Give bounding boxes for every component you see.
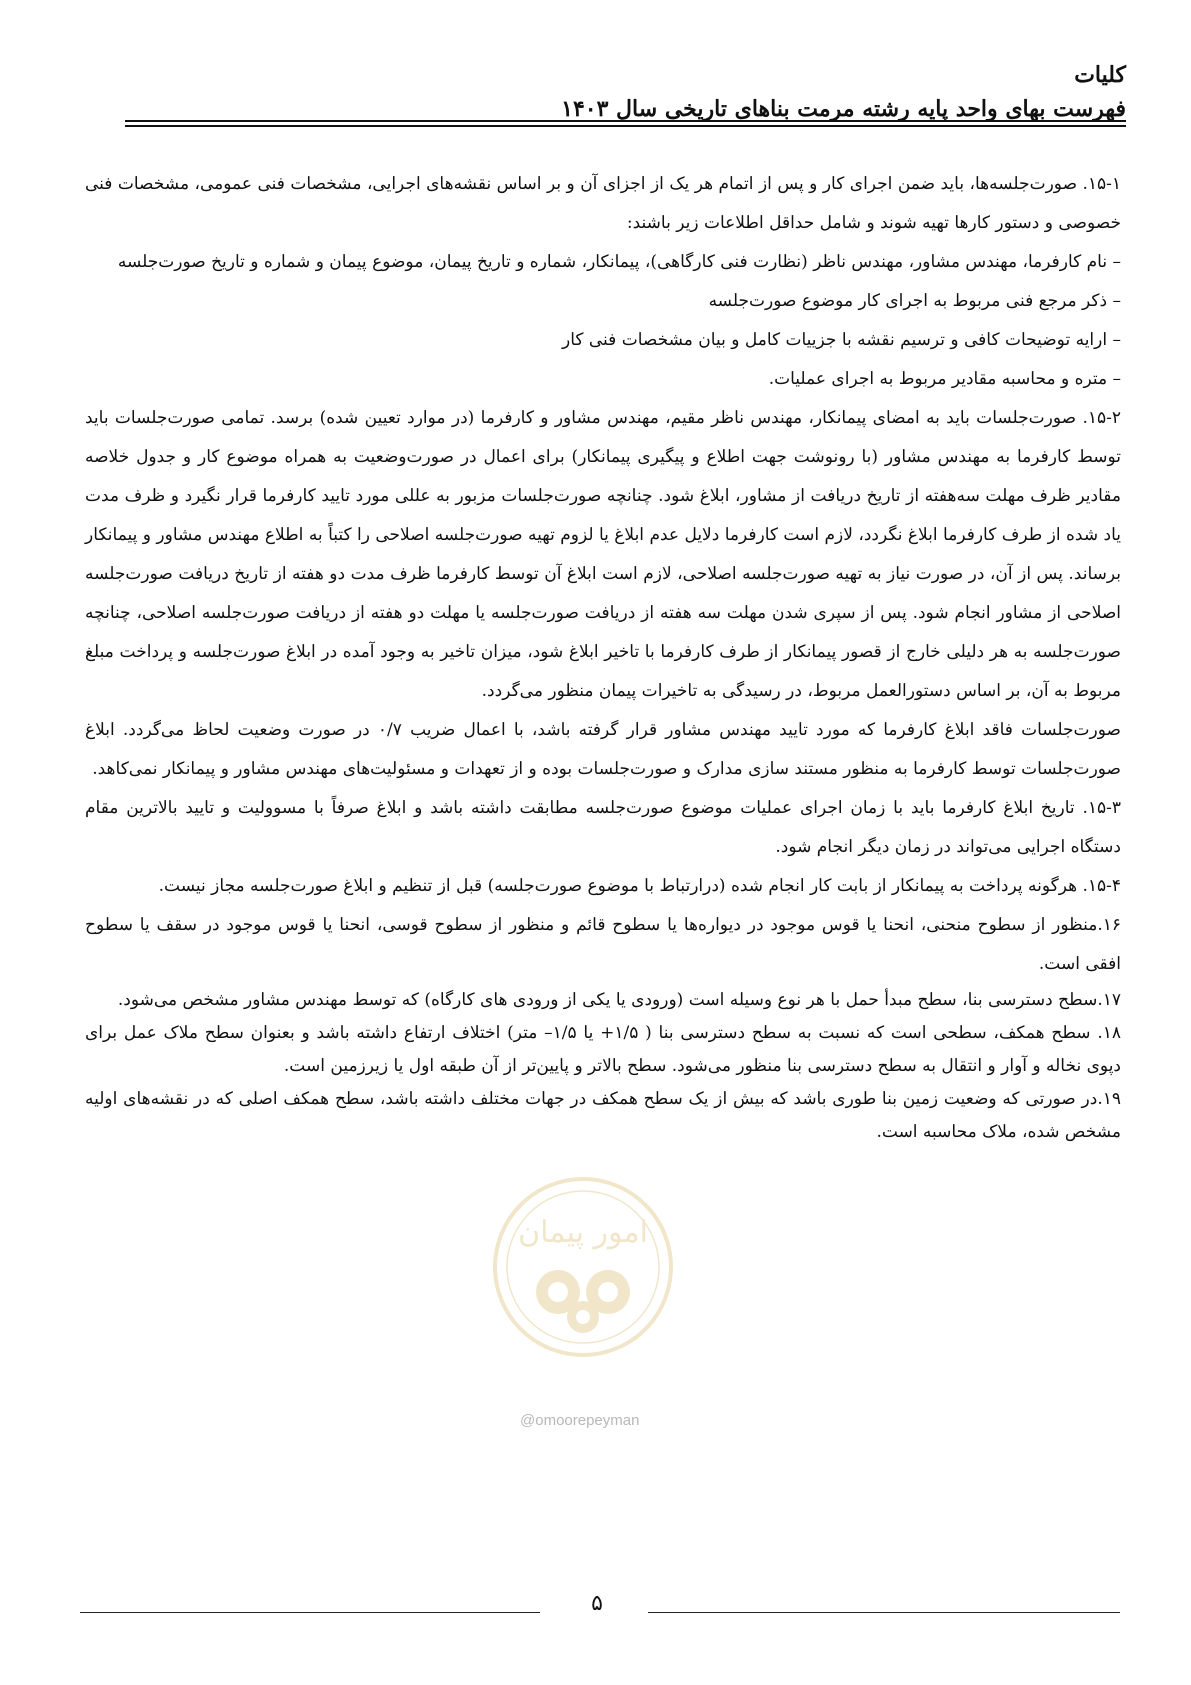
footer-rule-right [648,1612,1120,1613]
footer-rule-left [80,1612,540,1613]
header-title: کلیات [1074,62,1126,88]
watermark-handle: @omoorepeyman [520,1412,640,1429]
paragraph-19: ۱۹.در صورتی که وضعیت زمین بنا طوری باشد که بیش از یک سطح همکف در جهات مختلف داشته باشد، سطح همکف اصلی که در نقشه‌های اولیه مشخص شده، ملاک محاسبه است. [85,1089,1121,1142]
body-text [85,165,1121,1149]
header-rule-bottom [125,125,1126,127]
page-header [66,58,1126,126]
watermark-logo [488,1172,678,1362]
paragraph-15-2: ۱۵-۲. صورت‌جلسات باید به امضای پیمانکار، مهندس ناظر مقیم، مهندس مشاور و کارفرما (در موارد تعیین شده) برسد. تمامی صورت‌جلسات باید توسط کارفرما به مهندس مشاور (با رونوشت جهت اطلاع و پیگیری پیمانکار) برای اعمال در صورت‌وضعیت به همراه موضوع کار و جدول خلاصه مقادیر ظرف مهلت سه‌هفته از تاریخ دریافت از مشاور، ابلاغ شود. چنانچه صورت‌جلسات مزبور به عللی مورد تایید کارفرما قرار نگیرد و ظرف مدت یاد شده از طرف کارفرما ابلاغ نگردد، لازم است کارفرما دلایل عدم ابلاغ یا لزوم تهیه صورت‌جلسه اصلاحی را کتباً به اطلاع مهندس مشاور و پیمانکار برساند. پس از آن، در صورت نیاز به تهیه صورت‌جلسه اصلاحی، لازم است ابلاغ آن توسط کارفرما ظرف مدت دو هفته از تاریخ دریافت صورت‌جلسه اصلاحی از مشاور انجام شود. پس از سپری شدن مهلت سه هفته از دریافت صورت‌جلسه یا مهلت دو هفته از دریافت صورت‌جلسه اصلاحی، چنانچه صورت‌جلسه به هر دلیلی خارج از قصور پیمانکار از طرف کارفرما با تاخیر ابلاغ شود، میزان تاخیر به وجود آمده در ابلاغ صورت‌جلسه و پرداخت مبلغ مربوط به آن، بر اساس دستورالعمل مربوط، در رسیدگی به تاخیرات پیمان منظور می‌گردد. [85,408,1121,701]
list-item-names: – نام کارفرما، مهندس مشاور، مهندس ناظر (نظارت فنی کارگاهی)، پیمانکار، شماره و تاریخ پیمان، موضوع پیمان و شماره و تاریخ صورت‌جلسه [117,252,1121,272]
paragraph-18: ۱۸. سطح همکف، سطحی است که نسبت به سطح دسترسی بنا ( ۱/۵+ یا ۱/۵– متر) اختلاف ارتفاع داشته باشد و بعنوان سطح ملاک عمل برای دپوی نخاله و آوار و انتقال به سطح دسترسی بنا منظور می‌شود. سطح بالاتر و پایین‌تر از آن طبقه اول یا زیرزمین است. [85,1023,1121,1076]
watermark-logo-text: امور پیمان [518,1215,648,1250]
paragraph-15-3: ۱۵-۳. تاریخ ابلاغ کارفرما باید با زمان اجرای عملیات موضوع صورت‌جلسه مطابقت داشته باشد و ابلاغ صرفاً با مسوولیت و تایید بالاترین مقام دستگاه اجرایی می‌تواند در زمان دیگر انجام شود. [85,798,1121,857]
paragraph-17: ۱۷.سطح دسترسی بنا، سطح مبدأ حمل با هر نوع وسیله است (ورودی یا یکی از ورودی های کارگاه) که توسط مهندس مشاور مشخص می‌شود. [117,990,1121,1010]
paragraph-16: ۱۶.منظور از سطوح منحنی، انحنا یا قوس موجود در دیواره‌ها یا سطوح قائم و منظور از سطوح قوسی، انحنا یا قوس موجود در سقف یا سطوح افقی است. [85,915,1121,974]
list-item-reference: – ذکر مرجع فنی مربوط به اجرای کار موضوع صورت‌جلسه [708,291,1121,311]
list-item-drawings: – ارایه توضیحات کافی و ترسیم نقشه با جزییات کامل و بیان مشخصات فنی کار [562,330,1121,350]
page-number: ۵ [591,1591,603,1616]
header-subtitle: فهرست بهای واحد پایه رشته مرمت بناهای تاریخی سال ۱۴۰۳ [561,96,1126,122]
list-item-quantities: – متره و محاسبه مقادیر مربوط به اجرای عملیات. [768,369,1121,389]
paragraph-15-4: ۱۵-۴. هرگونه پرداخت به پیمانکار از بابت کار انجام شده (درارتباط با موضوع صورت‌جلسه) قبل از تنظیم و ابلاغ صورت‌جلسه مجاز نیست. [158,876,1121,896]
paragraph-coefficient: صورت‌جلسات فاقد ابلاغ کارفرما که مورد تایید مهندس مشاور قرار گرفته باشد، با اعمال ضریب ۰/۷ در صورت وضعیت لحاظ می‌گردد. ابلاغ صورت‌جلسات توسط کارفرما به منظور مستند سازی مدارک و صورت‌جلسات بوده و از تعهدات و مسئولیت‌های مهندس مشاور و پیمانکار نمی‌کاهد. [85,720,1121,779]
header-rule-top [125,120,1126,122]
paragraph-15-1: ۱۵-۱. صورت‌جلسه‌ها، باید ضمن اجرای کار و پس از اتمام هر یک از اجزای آن و بر اساس نقشه‌های اجرایی، مشخصات فنی عمومی، مشخصات فنی خصوصی و دستور کارها تهیه شوند و شامل حداقل اطلاعات زیر باشند: [85,174,1121,233]
